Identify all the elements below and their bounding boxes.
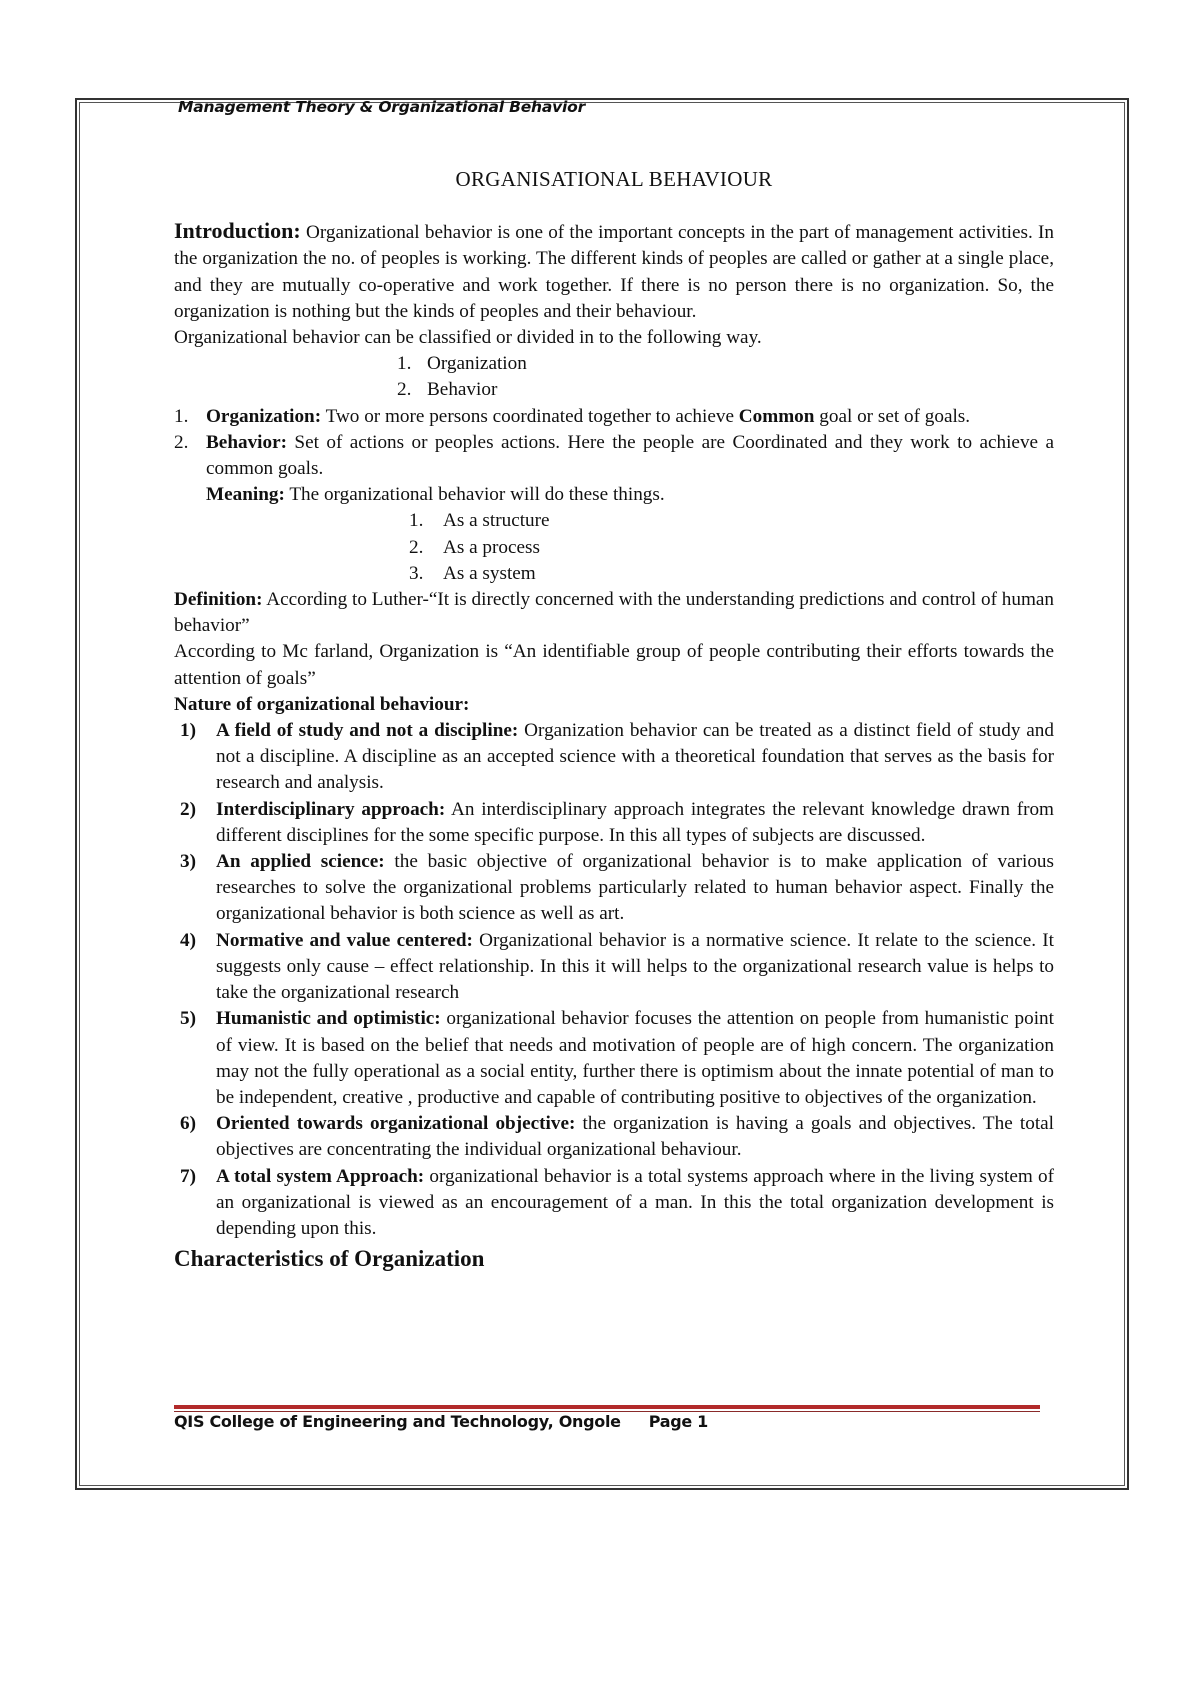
list-number: 1. — [409, 510, 424, 532]
meaning-label: Meaning: — [206, 484, 285, 506]
item-text: organizational behavior is a total systems approach where in the living system of an organizational is viewed as an encouragement of a man. In this the total organization development is depending upon this. — [216, 1165, 1054, 1239]
item-text: the organization is having a goals and objectives. The total objectives are concentrating the individual organizational behaviour. — [216, 1113, 1054, 1161]
list-number: 3. — [409, 562, 424, 584]
list-item — [397, 377, 1054, 403]
list-item — [174, 797, 1054, 849]
item-text: the basic objective of organizational behavior is to make application of various researches to solve the organizational problems particularly related to human behavior aspect. Finally the organizational behavior is both science as well as art. — [216, 851, 1054, 925]
nature-heading — [174, 692, 1054, 718]
nature-heading-text: Nature of organizational behaviour: — [174, 693, 470, 715]
list-item — [174, 928, 1054, 1007]
nature-list — [174, 718, 1054, 1242]
definition-label: Definition: — [174, 589, 263, 611]
page-number: Page 1 — [648, 1412, 709, 1431]
term-text: Set of actions or peoples actions. Here the people are Coordinated and they work to achieve a common goals. — [206, 431, 1054, 480]
list-number: 4) — [180, 929, 196, 951]
list-number: 3) — [180, 851, 196, 873]
list-number: 1. — [174, 405, 189, 427]
item-label: An applied science: — [216, 851, 385, 873]
list-number: 7) — [180, 1165, 196, 1187]
term-text: Two or more persons coordinated together to achieve — [321, 405, 739, 427]
page-title: ORGANISATIONAL BEHAVIOUR — [455, 167, 773, 191]
list-number: 5) — [180, 1008, 196, 1030]
list-item — [174, 718, 1054, 797]
meaning-text: The organizational behavior will do these things. — [284, 484, 665, 506]
item-label: Normative and value centered: — [216, 929, 473, 951]
term-bold-word: Common — [738, 405, 815, 427]
item-text: An interdisciplinary approach integrates the relevant knowledge drawn from different disciplines for the some specific purpose. In this all types of subjects are discussed. — [216, 798, 1054, 846]
list-text: As a system — [443, 562, 536, 584]
list-item — [409, 508, 1054, 534]
intro-paragraph — [174, 218, 1054, 325]
definition-text: According to Luther-“It is directly concerned with the understanding predictions and control of human behavior” — [174, 589, 1054, 637]
list-item — [397, 351, 1054, 377]
definition-item-organization — [174, 404, 1054, 430]
list-number: 1) — [180, 720, 196, 742]
item-text: organizational behavior focuses the attention on people from humanistic point of view. It is based on the belief that needs and motivation of people are of high concern. The organization may not the fully operational as a social entity, further there is optimism about the innate potential of man to be independent, creative , productive and capable of contributing positive to objectives of the organization. — [216, 1008, 1054, 1108]
list-item — [174, 1164, 1054, 1243]
classified-line: Organizational behavior can be classified or divided in to the following way. — [174, 327, 762, 349]
list-text: As a process — [443, 536, 540, 558]
characteristics-heading: Characteristics of Organization — [174, 1246, 485, 1272]
list-number: 2. — [397, 379, 412, 401]
list-item — [174, 849, 1054, 928]
item-label: Interdisciplinary approach: — [216, 798, 446, 820]
meaning-line — [206, 482, 1054, 508]
list-item — [409, 535, 1054, 561]
list-number: 2. — [409, 536, 424, 558]
list-text: Organization — [427, 353, 527, 375]
meaning-list — [409, 508, 1054, 587]
definition-item-behavior — [174, 430, 1054, 482]
definition-paragraph — [174, 587, 1054, 639]
footer-rule — [174, 1405, 1040, 1409]
document-body — [174, 160, 1054, 1272]
footer-college: QIS College of Engineering and Technology, Ongole — [174, 1412, 621, 1431]
item-label: Humanistic and optimistic: — [216, 1008, 441, 1030]
list-number: 6) — [180, 1113, 196, 1135]
list-number: 1. — [397, 353, 412, 375]
page-footer — [174, 1412, 708, 1431]
item-label: Oriented towards organizational objective: — [216, 1113, 576, 1135]
term-label: Behavior: — [206, 431, 288, 453]
list-text: Behavior — [427, 379, 498, 401]
running-header: Management Theory & Organizational Behavior — [178, 98, 586, 116]
list-text: As a structure — [443, 510, 550, 532]
intro-label: Introduction: — [174, 218, 301, 244]
list-item — [174, 1111, 1054, 1163]
item-label: A total system Approach: — [216, 1165, 425, 1187]
mcfarland-paragraph: According to Mc farland, Organization is “An identifiable group of people contributing their efforts towards the attention of goals” — [174, 641, 1054, 689]
intro-text: Organizational behavior is one of the important concepts in the part of management activities. In the organization the no. of peoples is working. The different kinds of peoples are called or gather at a single place, and they are mutually co-operative and work together. If there is no person there is no organization. So, the organization is nothing but the kinds of peoples and their behaviour. — [174, 222, 1054, 322]
item-text: Organizational behavior is a normative science. It relate to the science. It suggests only cause – effect relationship. In this it will helps to the organizational research value is helps to take the organizational research — [216, 929, 1054, 1004]
list-number: 2. — [174, 431, 189, 453]
list-number: 2) — [180, 798, 196, 820]
list-item — [174, 1006, 1054, 1111]
term-text-end: goal or set of goals. — [814, 405, 971, 427]
item-text: Organization behavior can be treated as a distinct field of study and not a discipline. A discipline as an accepted science with a theoretical foundation that serves as the basis for research and analysis. — [216, 720, 1054, 794]
term-label: Organization: — [206, 405, 322, 427]
list-item — [409, 561, 1054, 587]
division-list — [397, 351, 1054, 403]
item-label: A field of study and not a discipline: — [216, 720, 519, 742]
